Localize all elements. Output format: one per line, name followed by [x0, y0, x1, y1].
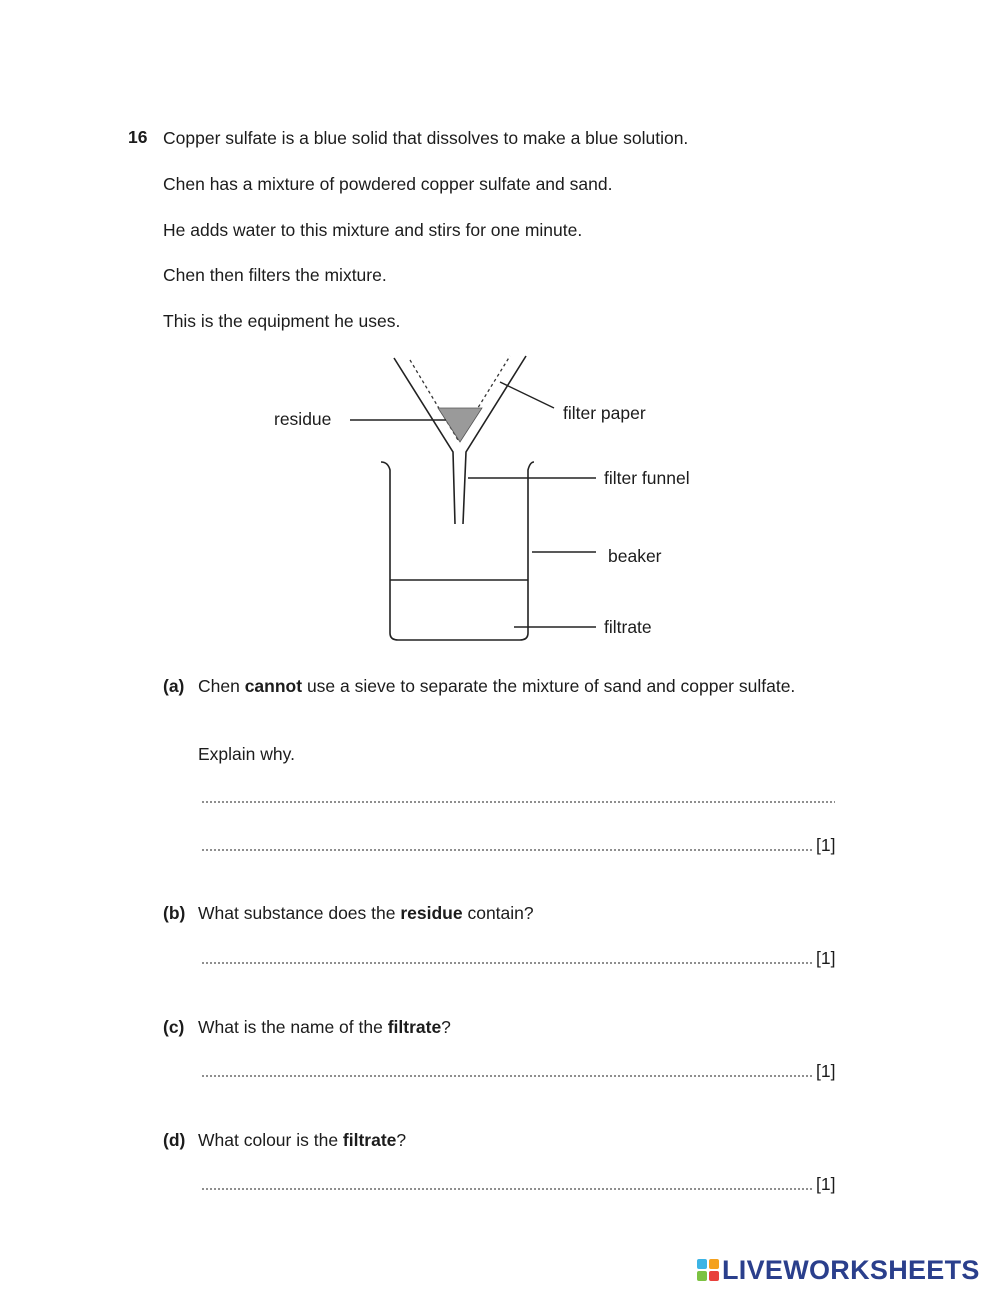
- part-a-letter: (a): [163, 676, 185, 696]
- part-b-answer-line[interactable]: [201, 962, 813, 964]
- logo-text: LIVEWORKSHEETS: [722, 1254, 980, 1285]
- intro-line-1: Copper sulfate is a blue solid that dissolves to make a blue solution.: [163, 128, 689, 148]
- part-c-letter: (c): [163, 1017, 185, 1037]
- part-c-question: What is the name of the filtrate?: [198, 1017, 451, 1037]
- part-d-question: What colour is the filtrate?: [198, 1130, 407, 1150]
- label-filter-paper: filter paper: [563, 403, 646, 423]
- logo-tile: [697, 1271, 707, 1281]
- logo-tile: [709, 1271, 719, 1281]
- filtration-diagram: [260, 350, 740, 650]
- part-b-letter: (b): [163, 903, 186, 923]
- label-filter-funnel: filter funnel: [604, 468, 690, 488]
- label-residue: residue: [274, 409, 332, 429]
- part-d-letter: (d): [163, 1130, 186, 1150]
- part-a-instruction: Explain why.: [198, 744, 295, 764]
- filter-paper-pointer: [500, 382, 554, 408]
- intro-line-5: This is the equipment he uses.: [163, 311, 401, 331]
- part-a-answer-line-2[interactable]: [201, 849, 813, 851]
- part-b-marks: [1]: [816, 948, 836, 968]
- beaker-outline: [381, 462, 534, 640]
- part-b-question: What substance does the residue contain?: [198, 903, 534, 923]
- part-d-marks: [1]: [816, 1174, 836, 1194]
- funnel-left-wall: [394, 358, 455, 524]
- label-filtrate: filtrate: [604, 617, 652, 637]
- intro-line-3: He adds water to this mixture and stirs for one minute.: [163, 220, 583, 240]
- intro-line-2: Chen has a mixture of powdered copper sulfate and sand.: [163, 174, 613, 194]
- label-beaker: beaker: [608, 546, 662, 566]
- part-a-marks: [1]: [816, 835, 836, 855]
- part-c-marks: [1]: [816, 1061, 836, 1081]
- part-a-question: Chen cannot use a sieve to separate the mixture of sand and copper sulfate.: [198, 676, 796, 696]
- liveworksheets-logo[interactable]: [697, 1254, 980, 1286]
- logo-tile: [709, 1259, 719, 1269]
- intro-line-4: Chen then filters the mixture.: [163, 265, 387, 285]
- question-number: 16: [128, 127, 148, 147]
- part-d-answer-line[interactable]: [201, 1188, 813, 1190]
- logo-tiles-icon: [697, 1259, 719, 1281]
- logo-tile: [697, 1259, 707, 1269]
- part-c-answer-line[interactable]: [201, 1075, 813, 1077]
- part-a-answer-line-1[interactable]: [201, 801, 835, 803]
